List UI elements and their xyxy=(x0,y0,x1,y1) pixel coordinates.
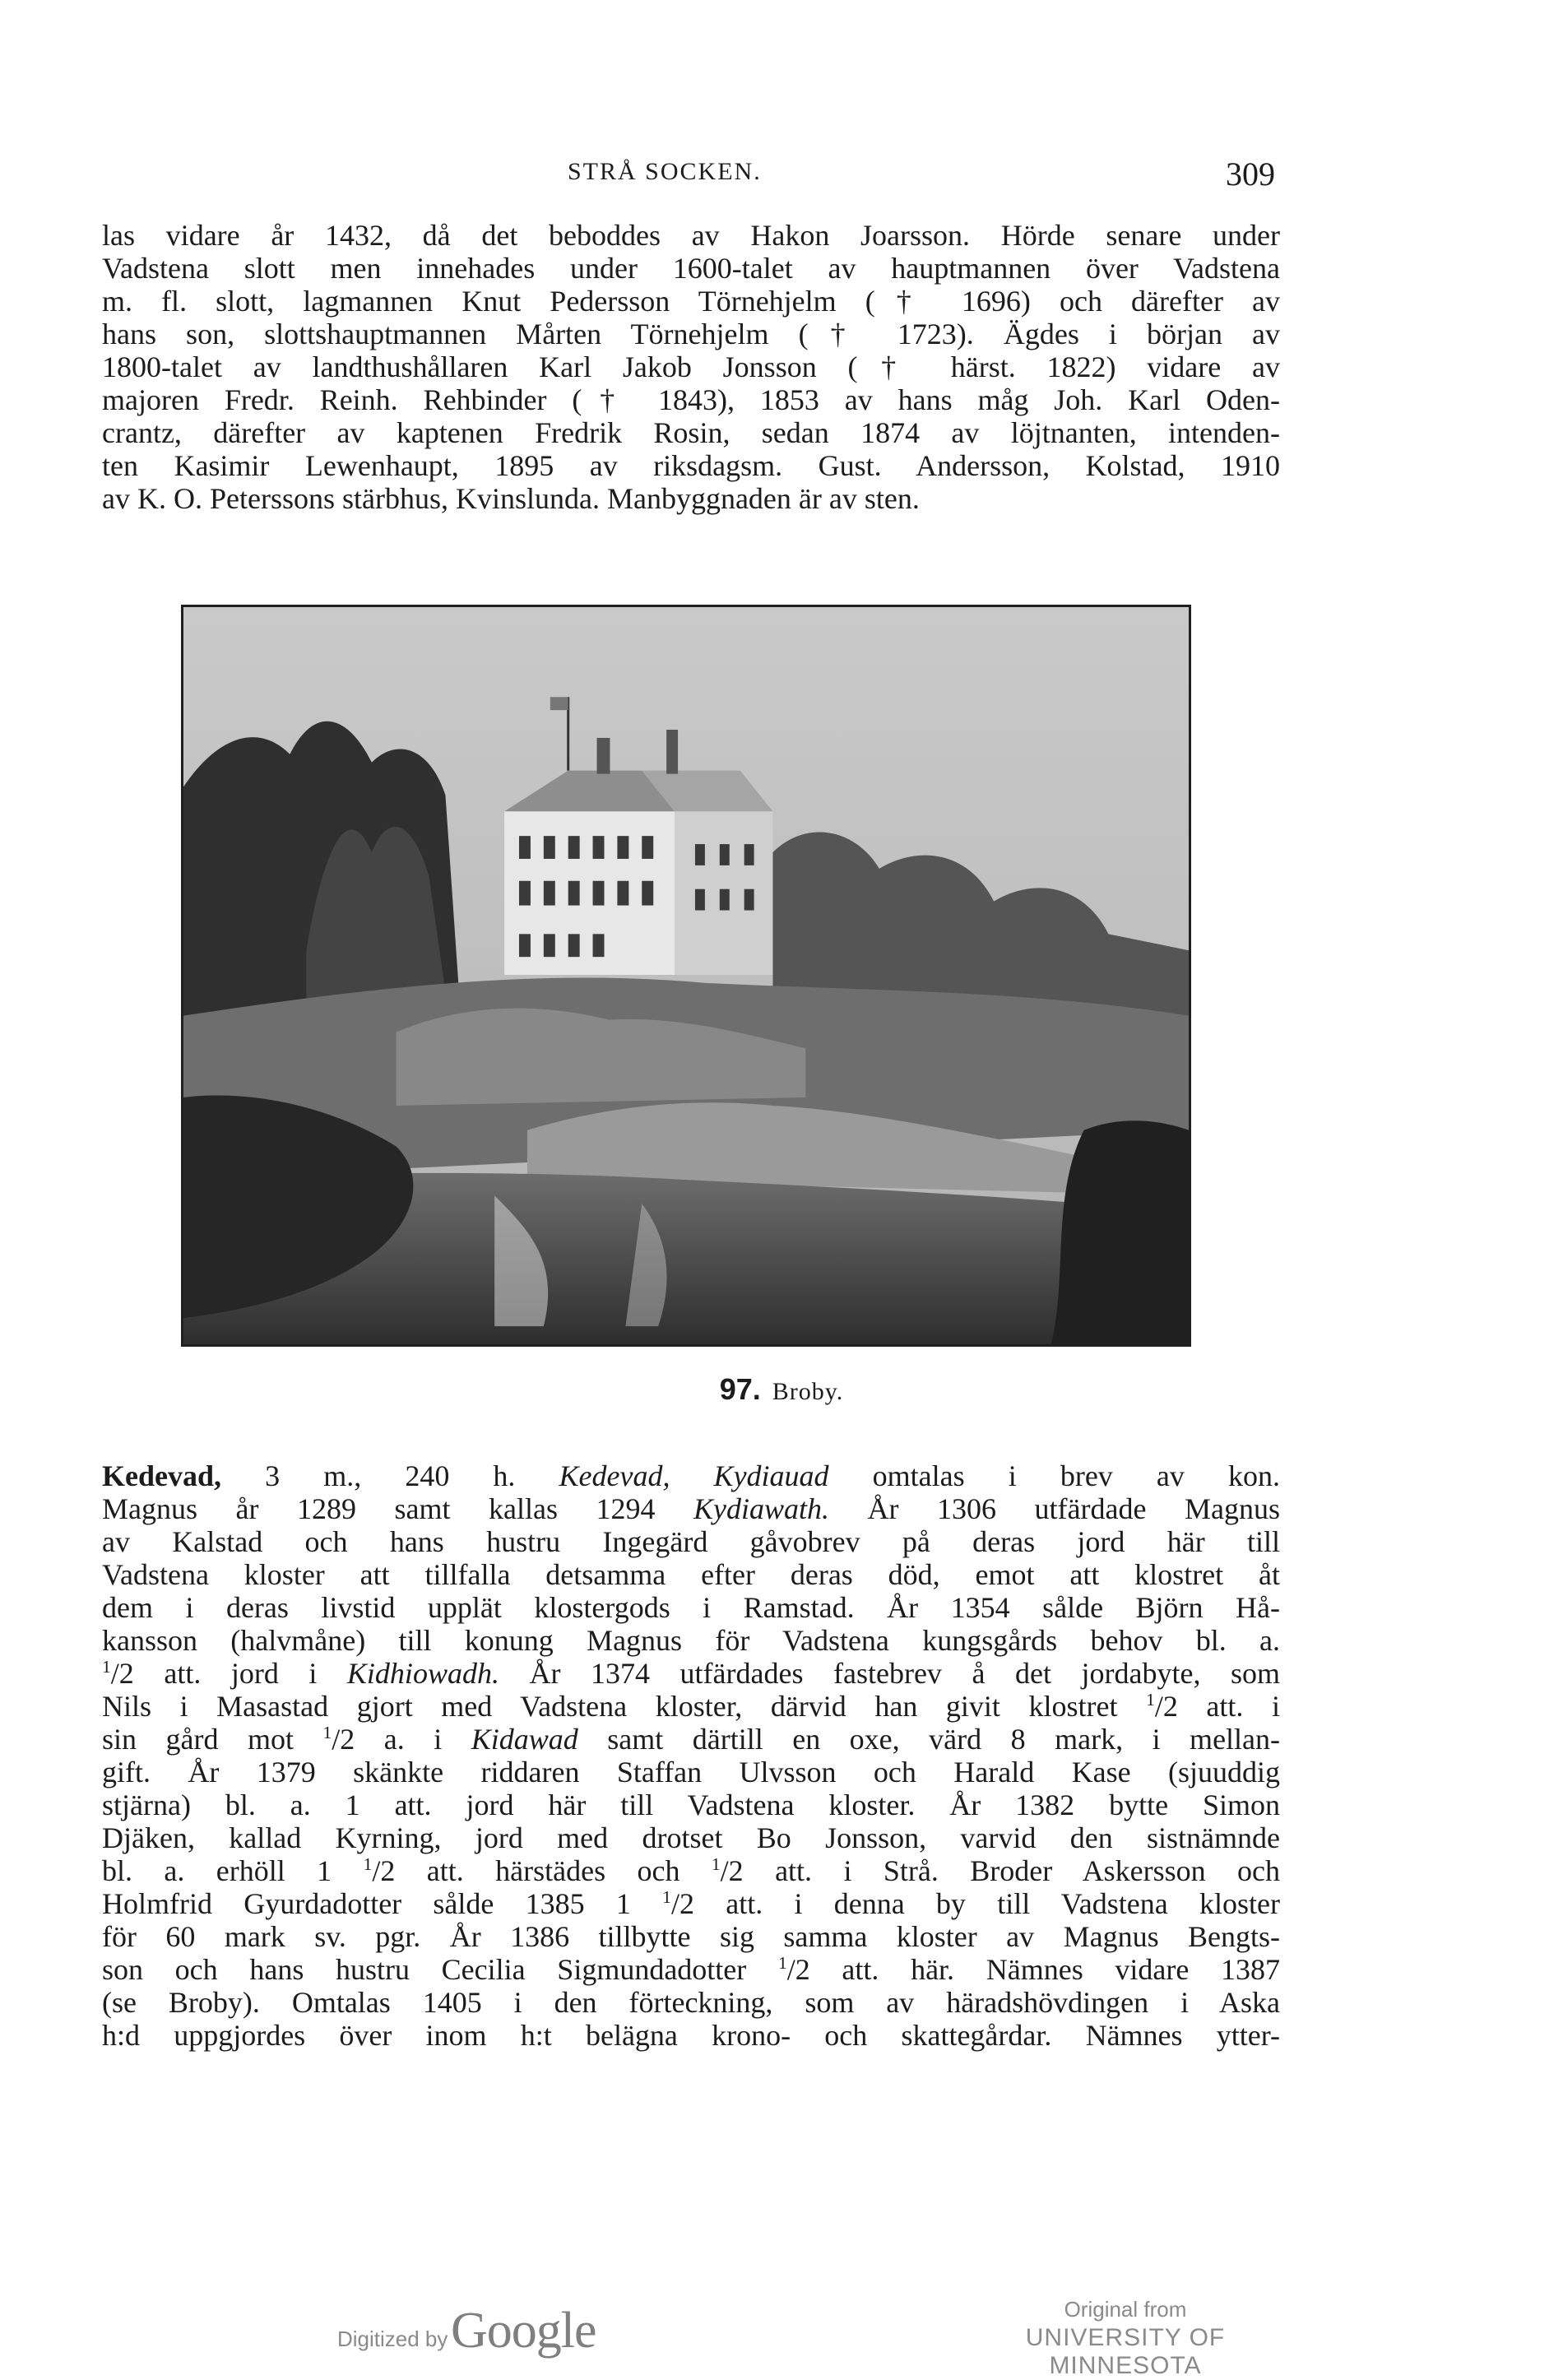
text-line: Nils i Masastad gjort med Vadstena kloster, därvid han givit klostret $^1$/2 att. i xyxy=(102,1690,1280,1723)
text-line: Vadstena slott men innehades under 1600-talet av hauptmannen över Vadstena xyxy=(102,252,1280,285)
text-line: 1800-talet av landthushållaren Karl Jakob Jonsson († härst. 1822) vidare av xyxy=(102,350,1280,383)
text-line: son och hans hustru Cecilia Sigmundadotter $^1$/2 att. här. Nämnes vidare 1387 xyxy=(102,1953,1280,1986)
text-line: ten Kasimir Lewenhaupt, 1895 av riksdagsm. Gust. Andersson, Kolstad, 1910 xyxy=(102,449,1280,482)
original-from-label: Original from xyxy=(1064,2297,1187,2322)
text-line: av Kalstad och hans hustru Ingegärd gåvobrev på deras jord här till xyxy=(102,1525,1280,1558)
text-line: av K. O. Peterssons stärbhus, Kvinslunda. Manbyggnaden är av sten. xyxy=(102,482,920,515)
entry-heading: Kedevad, xyxy=(102,1459,222,1492)
text-line: för 60 mark sv. pgr. År 1386 tillbytte sig samma kloster av Magnus Bengts- xyxy=(102,1920,1280,1953)
text-line: (se Broby). Omtalas 1405 i den förteckning, som av häradshövdingen i Aska xyxy=(102,1986,1280,2019)
photo-illustration xyxy=(183,607,1189,1344)
figure-number: 97. xyxy=(719,1372,761,1406)
running-title: STRÅ SOCKEN. xyxy=(568,158,762,185)
digitization-footer xyxy=(0,2295,1563,2379)
text-line: Magnus år 1289 samt kallas 1294 Kydiawath. År 1306 utfärdade Magnus xyxy=(102,1492,1280,1525)
text-line: stjärna) bl. a. 1 att. jord här till Vadstena kloster. År 1382 bytte Simon xyxy=(102,1788,1280,1821)
text-line: dem i deras livstid upplät klostergods i Ramstad. År 1354 sålde Björn Hå- xyxy=(102,1591,1280,1624)
photograph-broby-manor xyxy=(181,605,1191,1347)
page-number: 309 xyxy=(1226,155,1275,193)
text-line: Kedevad, 3 m., 240 h. Kedevad, Kydiauad omtalas i brev av kon. xyxy=(102,1459,1280,1492)
figure-caption-text: Broby. xyxy=(772,1378,844,1405)
text-line: Djäken, kallad Kyrning, jord med drotset Bo Jonsson, varvid den sistnämnde xyxy=(102,1821,1280,1854)
paragraph-strå-history xyxy=(102,219,1280,515)
running-header xyxy=(0,155,1563,204)
institution-name: UNIVERSITY OF MINNESOTA xyxy=(1025,2324,1226,2379)
text-line: Holmfrid Gyurdadotter sålde 1385 1 $^1$/2 att. i denna by till Vadstena kloster xyxy=(102,1887,1280,1920)
text-line: gift. År 1379 skänkte riddaren Staffan Ulvsson och Harald Kase (sjuuddig xyxy=(102,1756,1280,1788)
text-line: crantz, därefter av kaptenen Fredrik Rosin, sedan 1874 av löjtnanten, intenden- xyxy=(102,416,1280,449)
text-line: kansson (halvmåne) till konung Magnus för Vadstena kungsgårds behov bl. a. xyxy=(102,1624,1280,1657)
text-line: sin gård mot $^1$/2 a. i Kidawad samt därtill en oxe, värd 8 mark, i mellan- xyxy=(102,1723,1281,1756)
text-line: h:d uppgjordes över inom h:t belägna krono- och skattegårdar. Nämnes ytter- xyxy=(102,2019,1280,2052)
text-line: m. fl. slott, lagmannen Knut Pedersson Törnehjelm († 1696) och därefter av xyxy=(102,285,1280,318)
google-logo: Google xyxy=(451,2303,596,2359)
text-line: $^1$/2 att. jord i Kidhiowadh. År 1374 utfärdades fastebrev å det jordabyte, som xyxy=(102,1657,1280,1690)
text-line: Vadstena kloster att tillfalla detsamma efter deras död, emot att klostret åt xyxy=(102,1558,1280,1591)
text-line: hans son, slottshauptmannen Mårten Törnehjelm († 1723). Ägdes i början av xyxy=(102,318,1280,350)
text-line: majoren Fredr. Reinh. Rehbinder († 1843), 1853 av hans måg Joh. Karl Oden- xyxy=(102,383,1280,416)
paragraph-kedevad xyxy=(102,1459,1280,2052)
text-line: las vidare år 1432, då det beboddes av Hakon Joarsson. Hörde senare under xyxy=(102,219,1280,252)
text-line: bl. a. erhöll 1 $^1$/2 att. härstädes och $^1$/2 att. i Strå. Broder Askersson och xyxy=(102,1854,1280,1887)
figure-caption xyxy=(0,1372,1563,1407)
provenance xyxy=(961,2297,1290,2380)
digitized-by-label: Digitized by xyxy=(337,2327,448,2351)
